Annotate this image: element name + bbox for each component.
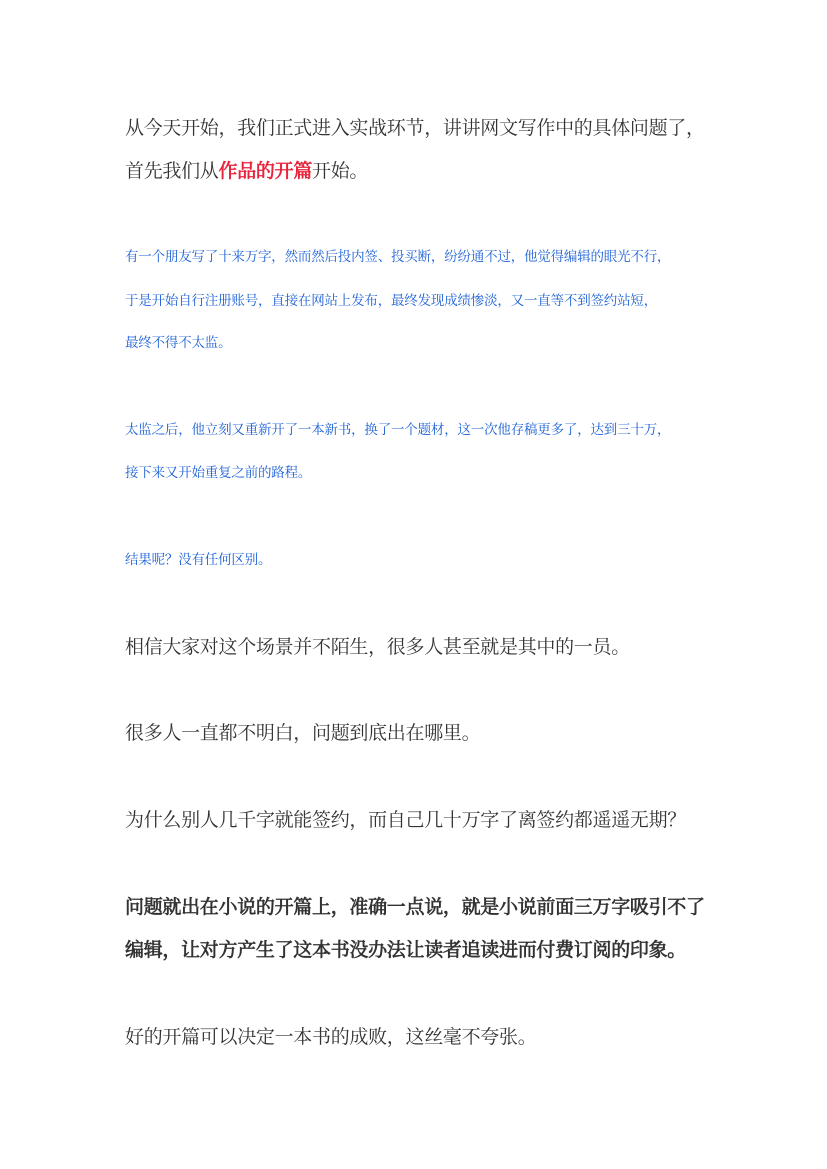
paragraph-1: 相信大家对这个场景并不陌生，很多人甚至就是其中的一员。	[125, 636, 630, 658]
intro-line-1: 从今天开始，我们正式进入实战环节，讲讲网文写作中的具体问题了，	[125, 117, 705, 139]
story3-line-1: 结果呢？没有任何区别。	[125, 552, 272, 568]
paragraph-4: 好的开篇可以决定一本书的成败，这丝毫不夸张。	[125, 1026, 537, 1048]
story2-line-1: 太监之后，他立刻又重新开了一本新书，换了一个题材，这一次他存稿更多了，达到三十万，	[125, 422, 671, 438]
story1-line-3: 最终不得不太监。	[125, 335, 232, 351]
paragraph-2: 很多人一直都不明白，问题到底出在哪里。	[125, 722, 481, 744]
intro-line-2-prefix: 首先我们从	[125, 160, 219, 182]
paragraph-3: 为什么别人几千字就能签约，而自己几十万字了离签约都遥遥无期？	[125, 809, 687, 831]
story1-line-2: 于是开始自行注册账号，直接在网站上发布，最终发现成绩惨淡，又一直等不到签约站短，	[125, 293, 657, 309]
bold-paragraph-line-1: 问题就出在小说的开篇上，准确一点说，就是小说前面三万字吸引不了	[125, 896, 705, 918]
intro-line-2-suffix: 开始。	[312, 160, 369, 182]
intro-highlight: 作品的开篇	[218, 160, 313, 182]
intro-line-2	[125, 156, 368, 183]
bold-paragraph-line-2: 编辑，让对方产生了这本书没办法让读者追读进而付费订阅的印象。	[125, 939, 687, 961]
story1-line-1: 有一个朋友写了十来万字，然而然后投内签、投买断，纷纷通不过，他觉得编辑的眼光不行，	[125, 249, 671, 265]
story2-line-2: 接下来又开始重复之前的路程。	[125, 465, 312, 481]
